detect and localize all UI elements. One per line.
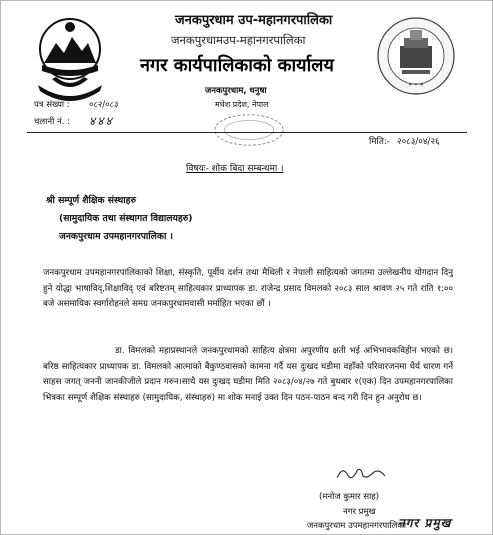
header-divider — [27, 132, 467, 133]
svg-text:✦ ✦ ✦: ✦ ✦ ✦ — [408, 82, 424, 88]
body-paragraph-2: डा. विमलको महाप्रस्थानले जनकपुरधामको साहित्य क्षेत्रमा अपुरणीय क्षती भई अभिभावकविहीन भएको छ।बरिष्ठ साहित्यकार प्राध्यापक डा. विमलको आत्माको बैकुण्ठवासको कामना गर्दै यस दुःखद घडीमा वहाँको परिवारजनमा धैर्य धारण गर्ने साहस जगत् जननी जानकीजीले प्रदान गरुन।साथै यस दुःखद घडीमा मिति २०८३/०४/२७ गते बुधबार १(एक) दिन उपमहानगरपालिका भित्रका सम्पूर्ण शैक्षिक संस्थाहरु (सामुदायिक, संस्थाहरु) मा शोक मनाई उक्त दिन पठन-पाठन बन्द गरी दिन हुन अनुरोध छ। — [43, 346, 453, 403]
signature-stamp: नगर प्रमुख — [398, 516, 452, 530]
patra-value: ०८२/०८३ — [89, 100, 119, 110]
subject-line: विषयः- शोक बिदा सम्बन्धमा । — [186, 164, 284, 174]
municipality-seal — [376, 16, 456, 96]
body-paragraph-1: जनकपुरधाम उपमहानगरपालिकाको शिक्षा, संस्कृति, पूर्वीय दर्शन तथा मैथिली र नेपाली साहित्यको जगतमा उल्लेखनीय योगदान दिनु हुने योद्धा भाषाविद्,शिक्षाविद् एवं बरिष्टतम् साहित्यकार प्राध्यापक डा. राजेन्द्र प्रसाद विमलको २०८३ साल श्रावण २५ गते राति १:०० बजे असमायिक स्वर्गारोहनले समग्र जनकपुरधामवासी मर्माहित भएका छौं । — [43, 268, 453, 310]
municipality-name-alt: जनकपुरधामउप-महानगरपालिका — [171, 33, 306, 47]
signatory-name: (मनोज कुमार साह) — [319, 492, 380, 502]
patra-label: पत्र संख्या : — [34, 100, 70, 110]
nepal-emblem-logo — [30, 13, 110, 101]
recipient-line-1: श्री सम्पूर्ण शैक्षिक संस्थाहरु — [46, 195, 136, 206]
date-value: २०८३/०४/२६ — [397, 137, 440, 147]
recipient-line-3: जनकपुरधाम उपमहानगरपालिका । — [59, 231, 174, 242]
address-line-1: जनकपुरधाम, धनुषा — [205, 86, 267, 96]
handwritten-signature — [333, 463, 389, 485]
office-title: नगर कार्यपालिकाको कार्यालय — [140, 55, 334, 76]
office-stamp — [209, 111, 289, 149]
recipient-line-2: (सामुदायिक तथा संस्थागत विद्यालयहरु) — [59, 213, 193, 224]
chalani-value: ४४४ — [89, 114, 114, 128]
signatory-title: नगर प्रमुख — [343, 507, 376, 517]
address-line-2: मधेश प्रदेश, नेपाल — [215, 100, 269, 109]
municipality-name: जनकपुरधाम उप-महानगरपालिका — [175, 13, 333, 28]
chalani-label: चलानी नं. : — [34, 117, 70, 127]
date-label: मिति:- — [369, 137, 390, 147]
signatory-org: जनकपुरधाम उपमहानगरपालिका — [307, 521, 407, 531]
